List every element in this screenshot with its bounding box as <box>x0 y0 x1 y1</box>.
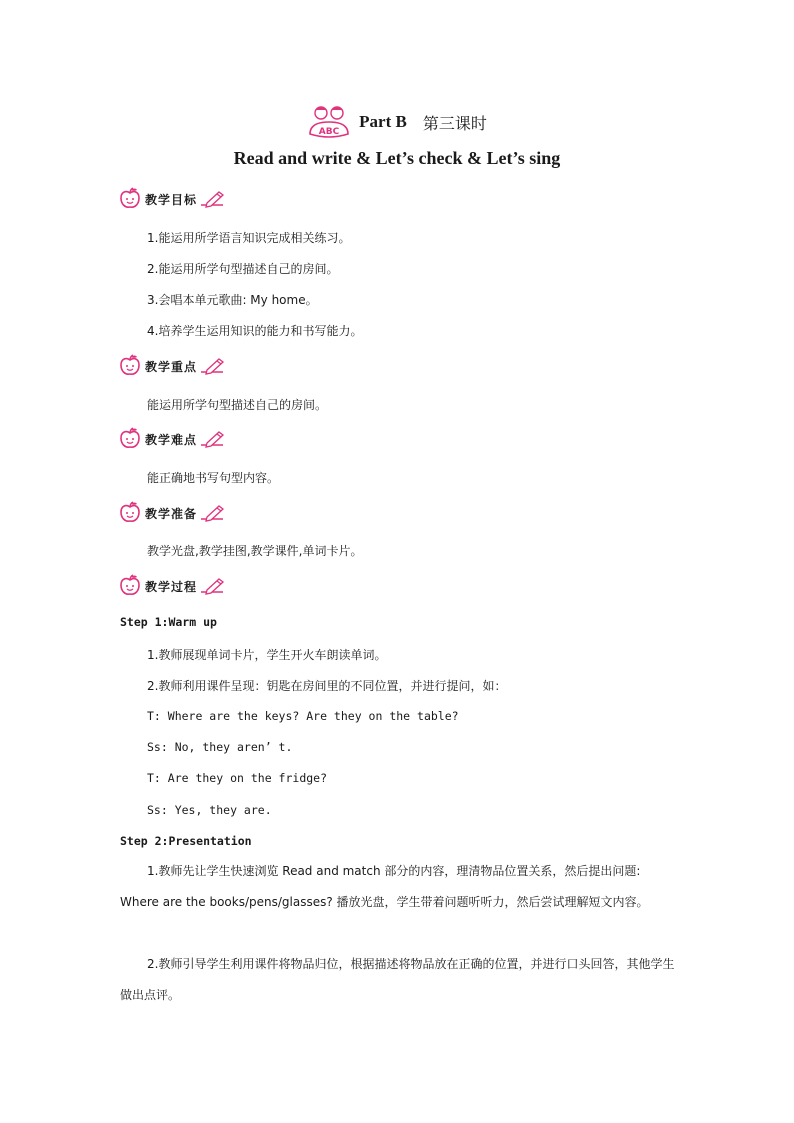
objective-item: 1.能运用所学语言知识完成相关练习。 <box>147 231 351 245</box>
section-heading-key-points <box>118 354 227 378</box>
step-paragraph: 1.教师先让学生快速浏览 Read and match 部分的内容，理清物品位置关系，然后提出问题: Where are the books/pens/glasses? 播放光盘，学生带着问题听听力，然后尝试理解短文内容。 <box>120 864 649 909</box>
dialogue-line: T: Are they on the fridge? <box>147 771 328 785</box>
apple-icon <box>118 501 142 525</box>
heading-label: 教学难点 <box>145 432 198 447</box>
title-row <box>0 104 794 144</box>
key-points-text: 能运用所学句型描述自己的房间。 <box>147 398 328 412</box>
heading-label: 教学目标 <box>145 192 198 207</box>
section-heading-process <box>118 574 227 598</box>
heading-label: 教学准备 <box>145 506 198 521</box>
section-heading-objectives <box>118 187 227 211</box>
pen-icon <box>199 429 227 449</box>
lesson-period: 第三课时 <box>422 113 487 133</box>
pen-icon <box>199 503 227 523</box>
heading-label: 教学重点 <box>145 359 198 374</box>
apple-icon <box>118 354 142 378</box>
pen-icon <box>199 356 227 376</box>
apple-icon <box>118 427 142 451</box>
abc-kids-logo-icon <box>307 104 351 140</box>
apple-icon <box>118 574 142 598</box>
step-title: Step 2:Presentation <box>120 834 252 848</box>
step-title: Step 1:Warm up <box>120 615 217 629</box>
difficulties-text: 能正确地书写句型内容。 <box>147 471 280 485</box>
objective-item: 2.能运用所学句型描述自己的房间。 <box>147 262 339 276</box>
heading-label: 教学过程 <box>145 579 198 594</box>
objective-item: 4.培养学生运用知识的能力和书写能力。 <box>147 324 363 338</box>
pen-icon <box>199 189 227 209</box>
preparation-text: 教学光盘,教学挂图,教学课件,单词卡片。 <box>147 544 363 558</box>
lesson-part: Part B <box>359 112 407 131</box>
logo-text: ABC <box>318 127 340 137</box>
pen-icon <box>199 576 227 596</box>
dialogue-line: T: Where are the keys? Are they on the table? <box>147 709 459 723</box>
objective-item: 3.会唱本单元歌曲: My home。 <box>147 293 318 307</box>
step-line: 2.教师利用课件呈现：钥匙在房间里的不同位置，并进行提问，如： <box>147 679 507 693</box>
apple-icon <box>118 187 142 211</box>
dialogue-line: Ss: No, they aren’ t. <box>147 740 293 754</box>
dialogue-line: Ss: Yes, they are. <box>147 803 272 817</box>
lesson-subtitle: Read and write & Let’s check & Let’s sing <box>233 148 561 168</box>
step-line: 1.教师展现单词卡片，学生开火车朗读单词。 <box>147 648 387 662</box>
section-heading-difficulties <box>118 427 227 451</box>
section-heading-preparation <box>118 501 227 525</box>
step-paragraph: 2.教师引导学生利用课件将物品归位，根据描述将物品放在正确的位置，并进行口头回答，其他学生做出点评。 <box>120 957 675 1002</box>
